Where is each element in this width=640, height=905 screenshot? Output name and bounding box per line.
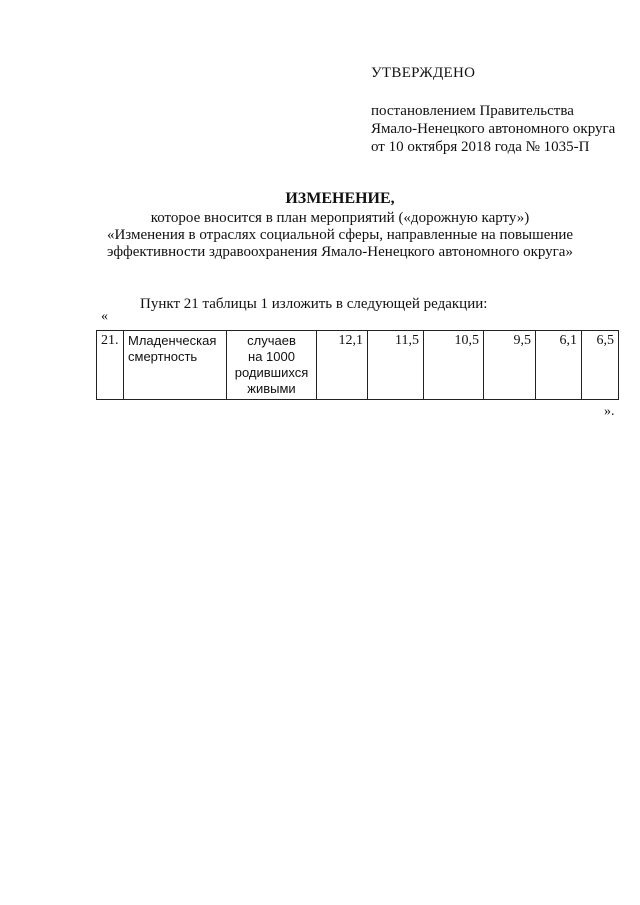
value-cell: 6,1	[536, 331, 582, 400]
value-cell: 12,1	[317, 331, 368, 400]
row-number: 21.	[97, 331, 124, 400]
value-cell: 9,5	[484, 331, 536, 400]
approval-heading: УТВЕРЖДЕНО	[371, 65, 476, 81]
document-title-block	[100, 190, 580, 261]
value-cell: 10,5	[424, 331, 484, 400]
document-subtitle-1: которое вносится в план мероприятий («дорожную карту»)	[150, 210, 530, 226]
close-quote: ».	[604, 404, 615, 419]
indicator-table	[96, 330, 619, 400]
approval-line-2: Ямало-Ненецкого автономного округа	[371, 121, 616, 137]
unit-line: живыми	[247, 381, 296, 396]
value-cell: 6,5	[582, 331, 619, 400]
table-row	[97, 331, 619, 400]
unit-line: родившихся	[234, 365, 309, 380]
approval-stamp	[371, 64, 615, 156]
open-quote: «	[101, 309, 108, 324]
document-title: ИЗМЕНЕНИЕ,	[285, 190, 395, 207]
indicator-name-line: смертность	[128, 349, 198, 364]
value-cell: 11,5	[368, 331, 424, 400]
indicator-name	[124, 331, 227, 400]
document-subtitle-3: эффективности здравоохранения Ямало-Ненецкого автономного округа»	[107, 244, 573, 260]
document-subtitle-2: «Изменения в отраслях социальной сферы, направленные на повышение	[106, 227, 574, 243]
unit-line: на 1000	[248, 349, 295, 364]
indicator-name-line: Младенческая	[128, 333, 217, 348]
approval-line-1: постановлением Правительства	[371, 103, 574, 119]
unit-line: случаев	[247, 333, 296, 348]
approval-line-3: от 10 октября 2018 года № 1035-П	[371, 139, 590, 155]
unit-of-measure	[227, 331, 317, 400]
instruction-text: Пункт 21 таблицы 1 изложить в следующей редакции:	[140, 296, 488, 312]
